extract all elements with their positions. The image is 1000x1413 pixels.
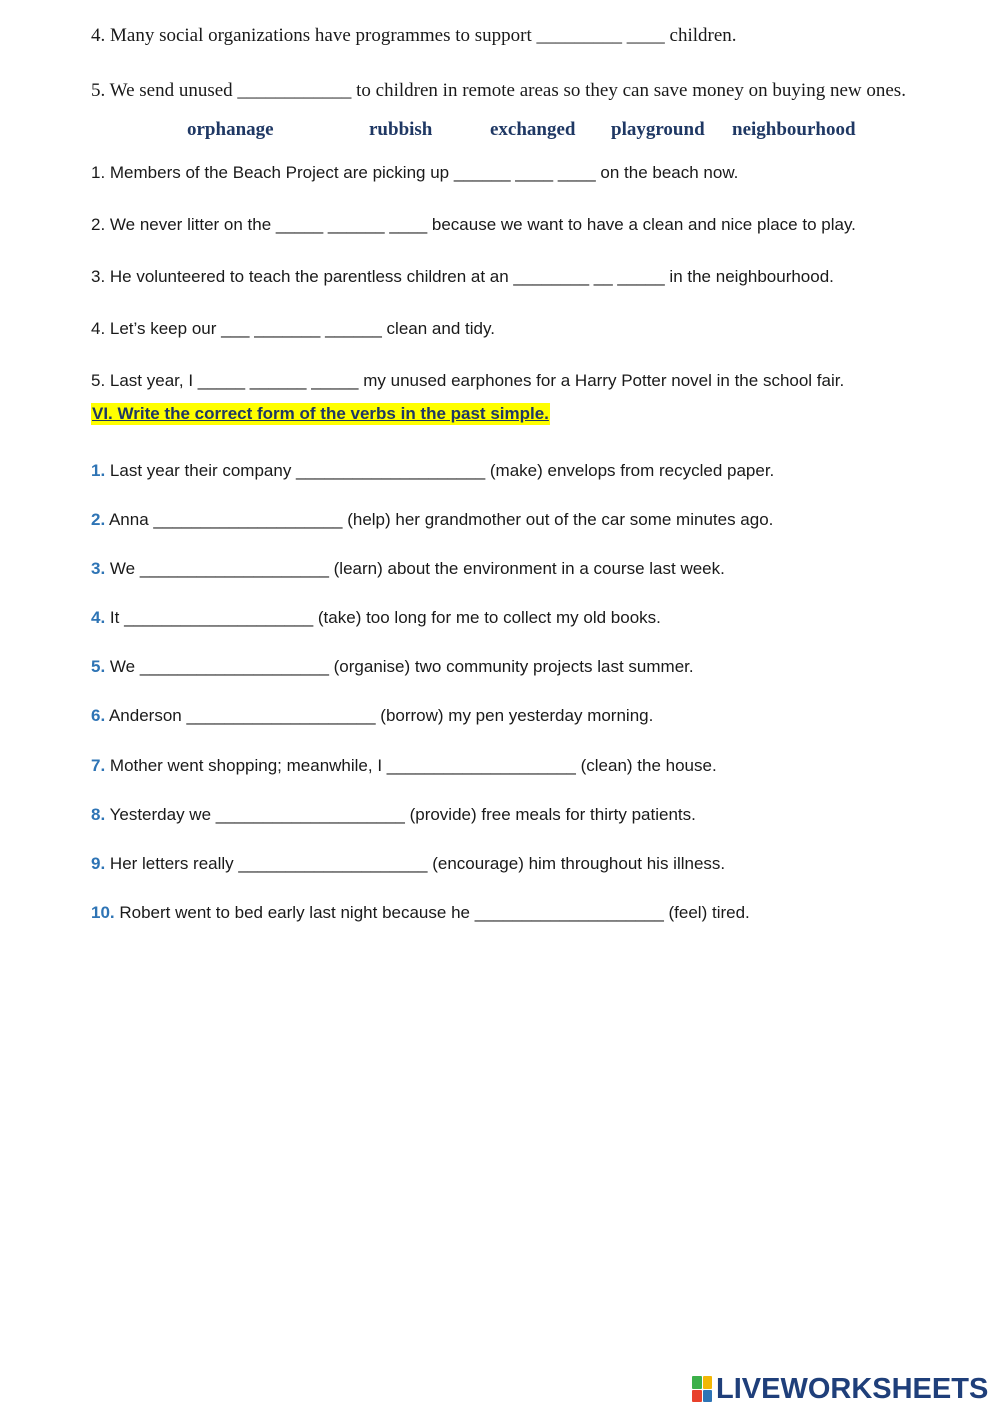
- verb-question-3: [91, 559, 725, 579]
- verb-question-6: [91, 706, 653, 726]
- question-2-never-litter: 2. We never litter on the _____ ______ ____ because we want to have a clean and nice place to play.: [91, 215, 856, 234]
- logo-square-green: [692, 1376, 702, 1389]
- question-number: 2.: [91, 510, 106, 529]
- word-bank-item: rubbish: [369, 119, 433, 140]
- logo-square-red: [692, 1390, 702, 1403]
- logo-text: LIVEWORKSHEETS: [716, 1372, 989, 1405]
- question-text: We ____________________ (learn) about the environment in a course last week.: [105, 559, 725, 578]
- word-bank-item: playground: [611, 119, 705, 140]
- logo-square-yellow: [703, 1376, 713, 1389]
- question-4-keep-clean: 4. Let’s keep our ___ _______ ______ clean and tidy.: [91, 319, 495, 338]
- question-number: 4.: [91, 608, 106, 627]
- verb-question-2: [91, 510, 773, 530]
- word-bank-item: orphanage: [187, 119, 274, 140]
- verb-question-4: [91, 608, 661, 628]
- question-text: Her letters really ____________________ (encourage) him throughout his illness.: [105, 854, 726, 873]
- question-text: Anderson ____________________ (borrow) my pen yesterday morning.: [105, 706, 654, 725]
- verb-question-9: [91, 854, 725, 874]
- word-bank-item: neighbourhood: [732, 119, 856, 140]
- verb-question-8: [91, 805, 696, 825]
- question-text: Anna ____________________ (help) her grandmother out of the car some minutes ago.: [105, 510, 774, 529]
- question-3-volunteered: 3. He volunteered to teach the parentless children at an ________ __ _____ in the neighbourhood.: [91, 267, 834, 286]
- question-text: Yesterday we ____________________ (provide) free meals for thirty patients.: [105, 805, 696, 824]
- verb-question-1: [91, 461, 774, 481]
- question-number: 8.: [91, 805, 106, 824]
- liveworksheets-logo: [692, 1373, 988, 1405]
- question-number: 9.: [91, 854, 106, 873]
- question-number: 10.: [91, 903, 115, 922]
- verb-question-10: [91, 903, 750, 923]
- question-1-beach-project: 1. Members of the Beach Project are picking up ______ ____ ____ on the beach now.: [91, 163, 739, 182]
- question-number: 1.: [91, 461, 106, 480]
- question-5-unused-items: 5. We send unused ____________ to children in remote areas so they can save money on buying new ones.: [91, 80, 906, 101]
- question-text: Robert went to bed early last night because he ____________________ (feel) tired.: [114, 903, 750, 922]
- word-bank-item: exchanged: [490, 119, 576, 140]
- verb-question-5: [91, 657, 694, 677]
- question-text: Last year their company ____________________ (make) envelops from recycled paper.: [105, 461, 775, 480]
- word-bank: [0, 119, 1000, 143]
- question-number: 7.: [91, 756, 106, 775]
- question-number: 6.: [91, 706, 106, 725]
- verb-question-7: [91, 756, 717, 776]
- section-vi-heading: VI. Write the correct form of the verbs in the past simple.: [92, 404, 549, 423]
- question-number: 5.: [91, 657, 106, 676]
- question-4-social-organizations: 4. Many social organizations have programmes to support _________ ____ children.: [91, 25, 737, 46]
- question-5-earphones: 5. Last year, I _____ ______ _____ my unused earphones for a Harry Potter novel in the school fair.: [91, 371, 845, 390]
- question-text: Mother went shopping; meanwhile, I ____________________ (clean) the house.: [105, 756, 717, 775]
- question-number: 3.: [91, 559, 106, 578]
- question-text: We ____________________ (organise) two community projects last summer.: [105, 657, 694, 676]
- logo-square-blue: [703, 1390, 713, 1403]
- question-text: It ____________________ (take) too long for me to collect my old books.: [105, 608, 661, 627]
- liveworksheets-logo-icon: [692, 1376, 712, 1402]
